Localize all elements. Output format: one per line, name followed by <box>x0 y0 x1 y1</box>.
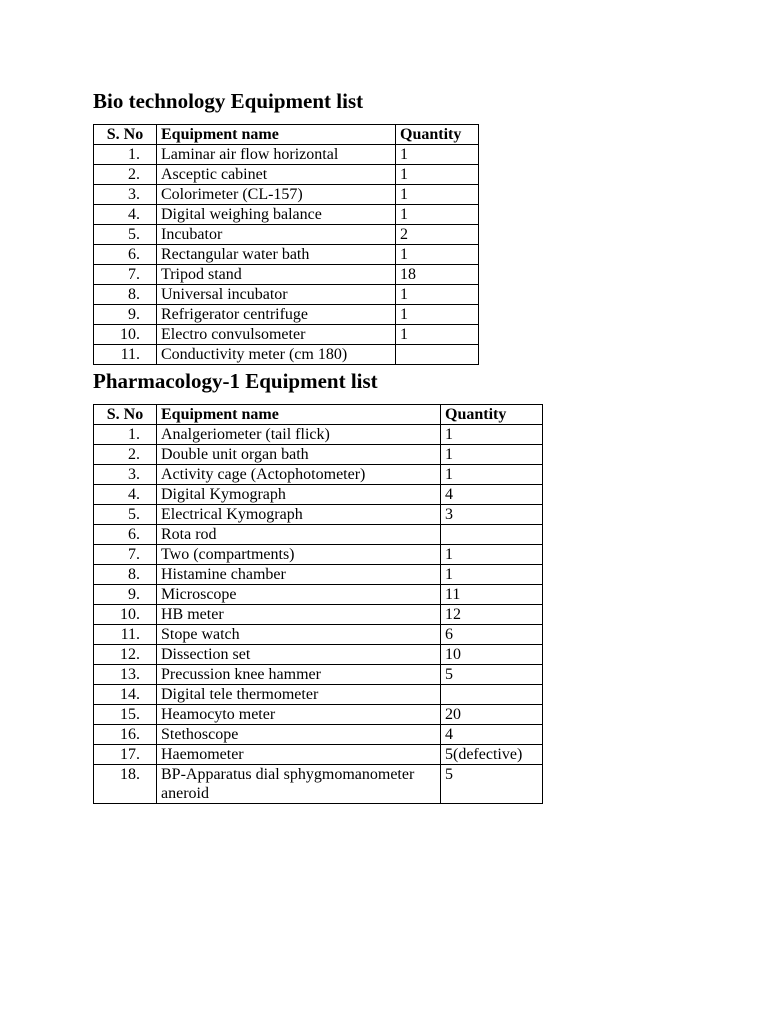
equipment-name-cell: Microscope <box>157 585 441 605</box>
quantity-cell: 1 <box>396 145 479 165</box>
column-header-sno: S. No <box>94 125 157 145</box>
sno-cell: 8. <box>94 285 157 305</box>
table-row <box>94 245 479 265</box>
table-row <box>94 685 543 705</box>
sno-cell: 8. <box>94 565 157 585</box>
column-header-quantity: Quantity <box>396 125 479 145</box>
table-row <box>94 605 543 625</box>
sno-cell: 18. <box>94 765 157 804</box>
sno-cell: 7. <box>94 545 157 565</box>
table-row <box>94 565 543 585</box>
sno-cell: 7. <box>94 265 157 285</box>
quantity-cell: 1 <box>441 445 543 465</box>
bio-technology-heading: Bio technology Equipment list <box>93 89 364 113</box>
sno-cell: 15. <box>94 705 157 725</box>
pharmacology-heading: Pharmacology-1 Equipment list <box>93 369 378 393</box>
quantity-cell: 1 <box>396 165 479 185</box>
quantity-cell <box>396 345 479 365</box>
sno-cell: 5. <box>94 505 157 525</box>
table-row <box>94 185 479 205</box>
table-row <box>94 305 479 325</box>
quantity-cell: 4 <box>441 485 543 505</box>
quantity-cell: 12 <box>441 605 543 625</box>
quantity-cell: 3 <box>441 505 543 525</box>
quantity-cell <box>441 525 543 545</box>
table-row <box>94 765 543 804</box>
sno-cell: 10. <box>94 605 157 625</box>
table-row <box>94 205 479 225</box>
sno-cell: 9. <box>94 305 157 325</box>
equipment-name-cell: Double unit organ bath <box>157 445 441 465</box>
table-row <box>94 705 543 725</box>
table-row <box>94 165 479 185</box>
equipment-name-cell: Heamocyto meter <box>157 705 441 725</box>
sno-cell: 14. <box>94 685 157 705</box>
quantity-cell: 1 <box>396 325 479 345</box>
sno-cell: 4. <box>94 205 157 225</box>
quantity-cell: 10 <box>441 645 543 665</box>
equipment-name-cell: Rota rod <box>157 525 441 545</box>
table-row <box>94 225 479 245</box>
quantity-cell: 5(defective) <box>441 745 543 765</box>
table-row <box>94 665 543 685</box>
equipment-name-cell: Electro convulsometer <box>157 325 396 345</box>
equipment-name-cell: Colorimeter (CL-157) <box>157 185 396 205</box>
table-row <box>94 145 479 165</box>
sno-cell: 13. <box>94 665 157 685</box>
equipment-name-cell: Asceptic cabinet <box>157 165 396 185</box>
equipment-name-cell: Analgeriometer (tail flick) <box>157 425 441 445</box>
equipment-name-cell: Refrigerator centrifuge <box>157 305 396 325</box>
equipment-name-cell: Stethoscope <box>157 725 441 745</box>
table-row <box>94 285 479 305</box>
sno-cell: 6. <box>94 525 157 545</box>
equipment-name-cell: HB meter <box>157 605 441 625</box>
table-row <box>94 585 543 605</box>
column-header-sno: S. No <box>94 405 157 425</box>
quantity-cell: 5 <box>441 665 543 685</box>
sno-cell: 9. <box>94 585 157 605</box>
table-header-row <box>94 405 543 425</box>
table-row <box>94 745 543 765</box>
quantity-cell: 20 <box>441 705 543 725</box>
sno-cell: 6. <box>94 245 157 265</box>
sno-cell: 1. <box>94 425 157 445</box>
quantity-cell: 1 <box>441 465 543 485</box>
table-header-row <box>94 125 479 145</box>
sno-cell: 2. <box>94 445 157 465</box>
equipment-name-cell: Digital tele thermometer <box>157 685 441 705</box>
equipment-name-cell: Activity cage (Actophotometer) <box>157 465 441 485</box>
table-row <box>94 445 543 465</box>
table-row <box>94 505 543 525</box>
table-row <box>94 625 543 645</box>
quantity-cell: 6 <box>441 625 543 645</box>
sno-cell: 12. <box>94 645 157 665</box>
quantity-cell: 1 <box>396 205 479 225</box>
column-header-equipment-name: Equipment name <box>157 405 441 425</box>
table-row <box>94 265 479 285</box>
table-row <box>94 325 479 345</box>
sno-cell: 16. <box>94 725 157 745</box>
sno-cell: 10. <box>94 325 157 345</box>
table-row <box>94 465 543 485</box>
quantity-cell: 5 <box>441 765 543 804</box>
sno-cell: 17. <box>94 745 157 765</box>
equipment-name-cell: Stope watch <box>157 625 441 645</box>
quantity-cell: 1 <box>441 565 543 585</box>
table-row <box>94 425 543 445</box>
sno-cell: 11. <box>94 625 157 645</box>
equipment-name-cell: Histamine chamber <box>157 565 441 585</box>
quantity-cell: 1 <box>396 305 479 325</box>
equipment-name-cell: Digital Kymograph <box>157 485 441 505</box>
sno-cell: 1. <box>94 145 157 165</box>
table-row <box>94 645 543 665</box>
equipment-name-cell: Electrical Kymograph <box>157 505 441 525</box>
equipment-name-cell: Rectangular water bath <box>157 245 396 265</box>
column-header-equipment-name: Equipment name <box>157 125 396 145</box>
sno-cell: 11. <box>94 345 157 365</box>
sno-cell: 4. <box>94 485 157 505</box>
sno-cell: 5. <box>94 225 157 245</box>
sno-cell: 2. <box>94 165 157 185</box>
pharmacology-equipment-table <box>93 404 543 804</box>
quantity-cell: 1 <box>396 185 479 205</box>
equipment-name-cell: Haemometer <box>157 745 441 765</box>
table-row <box>94 525 543 545</box>
table-row <box>94 345 479 365</box>
quantity-cell: 4 <box>441 725 543 745</box>
quantity-cell: 2 <box>396 225 479 245</box>
equipment-name-cell: Two (compartments) <box>157 545 441 565</box>
table-row <box>94 725 543 745</box>
bio-technology-equipment-table <box>93 124 479 365</box>
equipment-name-cell: Universal incubator <box>157 285 396 305</box>
equipment-name-cell: Laminar air flow horizontal <box>157 145 396 165</box>
equipment-name-cell: Tripod stand <box>157 265 396 285</box>
quantity-cell: 11 <box>441 585 543 605</box>
table-row <box>94 485 543 505</box>
equipment-name-cell: Conductivity meter (cm 180) <box>157 345 396 365</box>
equipment-name-cell: Precussion knee hammer <box>157 665 441 685</box>
equipment-name-cell: Digital weighing balance <box>157 205 396 225</box>
equipment-name-cell: Dissection set <box>157 645 441 665</box>
table-row <box>94 545 543 565</box>
quantity-cell: 1 <box>396 245 479 265</box>
quantity-cell: 18 <box>396 265 479 285</box>
equipment-name-cell: Incubator <box>157 225 396 245</box>
sno-cell: 3. <box>94 185 157 205</box>
quantity-cell: 1 <box>396 285 479 305</box>
equipment-name-cell: BP-Apparatus dial sphygmomanometer aneroid <box>157 765 441 804</box>
quantity-cell: 1 <box>441 545 543 565</box>
quantity-cell <box>441 685 543 705</box>
quantity-cell: 1 <box>441 425 543 445</box>
sno-cell: 3. <box>94 465 157 485</box>
column-header-quantity: Quantity <box>441 405 543 425</box>
